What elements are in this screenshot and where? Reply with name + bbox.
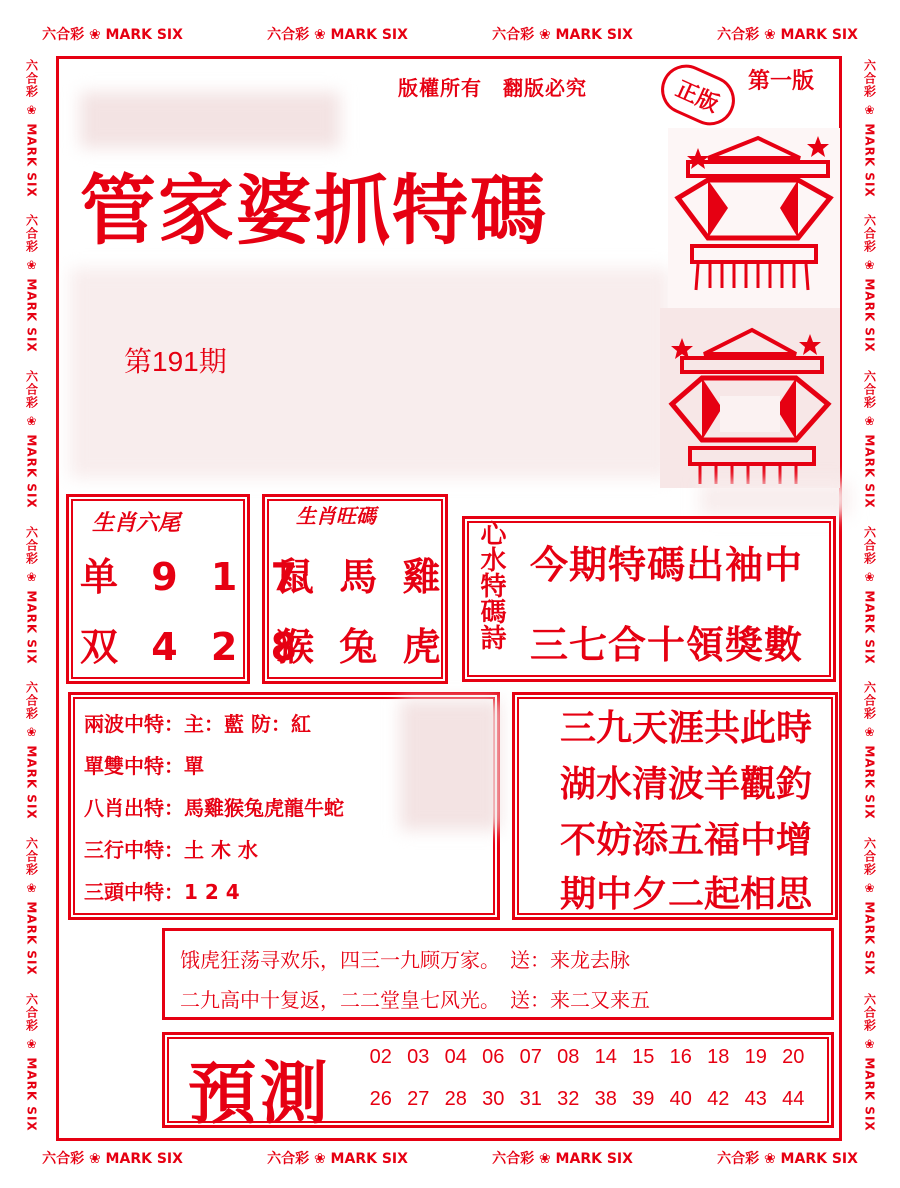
border-unit	[267, 1148, 408, 1168]
prediction-number: 02	[369, 1046, 392, 1068]
mark-six-text: MARK SIX	[862, 273, 877, 353]
brand-text: 六合彩	[267, 1151, 314, 1167]
border-unit	[717, 24, 858, 44]
prediction-number: 27	[407, 1088, 430, 1110]
page-title: 管家婆抓特碼	[80, 166, 548, 255]
border-left	[14, 50, 50, 1140]
double-tail-row: 双 4 2 8	[80, 625, 308, 669]
mark-six-text: MARK SIX	[24, 1051, 39, 1132]
quatrain-line-3: 不妨添五福中增	[560, 820, 813, 861]
flower-icon: ❀	[313, 1151, 326, 1167]
mark-six-text: MARK SIX	[862, 896, 877, 976]
border-right	[852, 50, 888, 1140]
mark-six-text: MARK SIX	[325, 1151, 408, 1167]
brand-text: 六合彩	[862, 58, 877, 103]
mark-six-text: MARK SIX	[862, 117, 877, 198]
border-unit	[862, 370, 879, 509]
brand-text: 六合彩	[717, 1151, 764, 1167]
prediction-number: 39	[632, 1088, 655, 1110]
prediction-number: 03	[407, 1046, 430, 1068]
prediction-number: 14	[594, 1046, 617, 1068]
redacted-area	[700, 482, 850, 516]
quatrain-line-1: 三九天涯共此時	[560, 708, 813, 749]
border-unit	[24, 526, 41, 665]
flower-icon: ❀	[862, 881, 877, 897]
flower-icon: ❀	[24, 258, 39, 274]
border-unit	[24, 993, 41, 1132]
brand-text: 六合彩	[24, 992, 39, 1037]
flower-icon: ❀	[88, 1151, 101, 1167]
flower-icon: ❀	[763, 27, 776, 43]
flower-icon: ❀	[24, 725, 39, 741]
brand-text: 六合彩	[492, 27, 539, 43]
brand-text: 六合彩	[862, 214, 877, 259]
brand-text: 六合彩	[24, 214, 39, 259]
flower-icon: ❀	[538, 27, 551, 43]
mark-six-text: MARK SIX	[775, 27, 858, 43]
prediction-number: 28	[444, 1088, 467, 1110]
border-unit	[862, 59, 879, 198]
border-unit	[862, 837, 879, 976]
flower-icon: ❀	[24, 1036, 39, 1052]
prediction-number: 32	[557, 1088, 580, 1110]
border-unit	[492, 1148, 633, 1168]
border-top	[0, 18, 900, 50]
border-unit	[267, 24, 408, 44]
prediction-number: 30	[482, 1088, 505, 1110]
prediction-number: 40	[669, 1088, 692, 1110]
mark-six-text: MARK SIX	[24, 117, 39, 198]
poem-box-label: 心水特碼詩	[476, 520, 506, 650]
mark-six-text: MARK SIX	[100, 27, 183, 43]
mark-six-text: MARK SIX	[100, 1151, 183, 1167]
tip-odd-even: 單雙中特：單	[84, 754, 204, 778]
mark-six-text: MARK SIX	[862, 584, 877, 665]
prediction-number: 44	[782, 1088, 805, 1110]
brand-text: 六合彩	[862, 992, 877, 1037]
border-unit	[42, 1148, 183, 1168]
prediction-number: 43	[744, 1088, 767, 1110]
flower-icon: ❀	[24, 569, 39, 585]
flower-icon: ❀	[24, 881, 39, 897]
flower-icon: ❀	[763, 1151, 776, 1167]
flower-icon: ❀	[88, 27, 101, 43]
prediction-number: 26	[369, 1088, 392, 1110]
border-unit	[862, 681, 879, 820]
prediction-number: 07	[519, 1046, 542, 1068]
flower-icon: ❀	[862, 258, 877, 274]
brand-text: 六合彩	[42, 1151, 89, 1167]
prediction-number: 16	[669, 1046, 692, 1068]
brand-text: 六合彩	[862, 681, 877, 726]
redacted-area	[80, 92, 340, 148]
border-bottom	[0, 1142, 900, 1174]
brand-text: 六合彩	[862, 525, 877, 570]
mark-six-text: MARK SIX	[862, 1051, 877, 1132]
brand-text: 六合彩	[717, 27, 764, 43]
mark-six-text: MARK SIX	[24, 429, 39, 509]
lantern-illustration-top	[668, 128, 840, 308]
mark-six-text: MARK SIX	[775, 1151, 858, 1167]
flower-icon: ❀	[862, 102, 877, 118]
prediction-number: 04	[444, 1046, 467, 1068]
poem-line-1: 今期特碼出袖中	[530, 543, 804, 587]
flower-icon: ❀	[862, 725, 877, 741]
mark-six-text: MARK SIX	[24, 896, 39, 976]
prediction-numbers-row-2	[362, 1088, 812, 1111]
mark-six-text: MARK SIX	[24, 584, 39, 665]
border-unit	[24, 214, 41, 353]
flower-icon: ❀	[24, 102, 39, 118]
mark-six-text: MARK SIX	[24, 740, 39, 820]
mark-six-text: MARK SIX	[862, 740, 877, 820]
edition-label: 第一版	[748, 68, 815, 94]
prediction-number: 19	[744, 1046, 767, 1068]
border-unit	[492, 24, 633, 44]
mark-six-text: MARK SIX	[325, 27, 408, 43]
brand-text: 六合彩	[492, 1151, 539, 1167]
brand-text: 六合彩	[24, 58, 39, 103]
border-unit	[24, 681, 41, 820]
poem-line-2: 三七合十領獎數	[530, 623, 804, 667]
mark-six-text: MARK SIX	[24, 273, 39, 353]
flower-icon: ❀	[24, 414, 39, 430]
border-unit	[862, 526, 879, 665]
prediction-number: 42	[707, 1088, 730, 1110]
zodiac-lucky-label: 生肖旺碼	[296, 504, 376, 528]
mark-six-text: MARK SIX	[550, 27, 633, 43]
prediction-number: 31	[519, 1088, 542, 1110]
brand-text: 六合彩	[862, 369, 877, 415]
border-unit	[42, 24, 183, 44]
prediction-number: 18	[707, 1046, 730, 1068]
prediction-numbers-row-1	[362, 1046, 812, 1069]
couplet-line-2: 二九高中十复返，二二堂皇七风光。 送：来二又来五	[180, 990, 650, 1012]
flower-icon: ❀	[538, 1151, 551, 1167]
brand-text: 六合彩	[24, 681, 39, 726]
issue-number: 第191期	[124, 346, 227, 377]
tip-wave: 兩波中特：主：藍 防：紅	[84, 712, 311, 736]
border-unit	[24, 837, 41, 976]
border-unit	[24, 59, 41, 198]
redacted-area	[400, 700, 500, 830]
prediction-number: 06	[482, 1046, 505, 1068]
border-unit	[24, 370, 41, 509]
quatrain-line-4: 期中夕二起相思	[560, 874, 813, 915]
prediction-number: 38	[594, 1088, 617, 1110]
brand-text: 六合彩	[267, 27, 314, 43]
prediction-title: 預測	[188, 1054, 333, 1134]
prediction-number: 15	[632, 1046, 655, 1068]
tip-eight-zodiac: 八肖出特：馬雞猴兔虎龍牛蛇	[84, 796, 344, 820]
authentic-stamp: 正版	[653, 57, 743, 134]
flower-icon: ❀	[862, 1036, 877, 1052]
tip-head-digit: 三頭中特：1 2 4	[84, 880, 240, 904]
flower-icon: ❀	[862, 414, 877, 430]
single-tail-row: 单 9 1 7	[80, 555, 308, 599]
flower-icon: ❀	[313, 27, 326, 43]
mark-six-text: MARK SIX	[550, 1151, 633, 1167]
border-unit	[862, 993, 879, 1132]
prediction-number: 08	[557, 1046, 580, 1068]
brand-text: 六合彩	[24, 369, 39, 415]
brand-text: 六合彩	[862, 837, 877, 882]
flower-icon: ❀	[862, 569, 877, 585]
lucky-zodiac-row-1: 鼠 馬 雞	[276, 555, 447, 599]
copyright-notice: 版權所有 翻版必究	[398, 76, 587, 100]
brand-text: 六合彩	[42, 27, 89, 43]
border-unit	[717, 1148, 858, 1168]
lantern-illustration-bottom	[660, 308, 840, 488]
mark-six-text: MARK SIX	[862, 429, 877, 509]
brand-text: 六合彩	[24, 525, 39, 570]
brand-text: 六合彩	[24, 837, 39, 882]
prediction-number: 20	[782, 1046, 805, 1068]
quatrain-line-2: 湖水清波羊觀釣	[560, 764, 813, 805]
couplet-line-1: 饿虎狂荡寻欢乐，四三一九顾万家。 送：来龙去脉	[180, 950, 630, 972]
lucky-zodiac-row-2: 猴 兔 虎	[276, 625, 447, 669]
tip-element: 三行中特：土 木 水	[84, 838, 258, 862]
zodiac-tail-label: 生肖六尾	[92, 510, 181, 536]
border-unit	[862, 214, 879, 353]
